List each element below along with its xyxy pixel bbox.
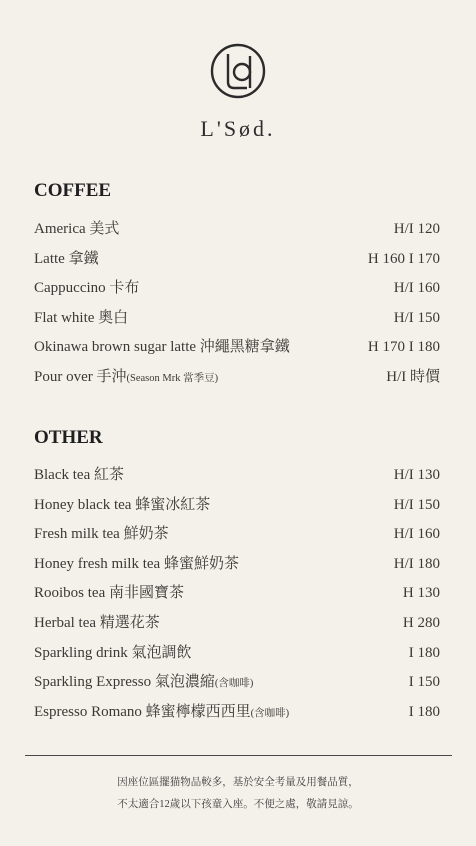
menu-item-row — [34, 611, 440, 641]
menu-item-row — [34, 335, 440, 365]
menu-item-name: Espresso Romano 蜂蜜檸檬西西里(含咖啡) — [34, 703, 290, 720]
brand-name: L'Sød. — [200, 116, 276, 141]
menu-item-row — [34, 217, 440, 247]
notice-line: 不太適合12歲以下孩童入座。不便之處，敬請見諒。 — [117, 799, 359, 810]
coffee-menu-list — [34, 217, 440, 395]
other-menu-list — [34, 463, 440, 729]
menu-item-name: Sparkling drink 氣泡調飲 — [34, 644, 192, 661]
menu-item-row — [34, 493, 440, 523]
menu-item-price: H/I 160 — [393, 526, 440, 543]
menu-item-row — [34, 581, 440, 611]
menu-item-name: Black tea 紅茶 — [34, 467, 124, 483]
menu-item-price: I 180 — [408, 703, 440, 720]
section-title-other: OTHER — [34, 427, 103, 448]
menu-item-row — [34, 522, 440, 552]
menu-item-note: (含咖啡) — [250, 707, 290, 719]
menu-item-price: H/I 150 — [393, 309, 440, 326]
menu-item-price: H/I 150 — [393, 496, 440, 513]
menu-item-row — [34, 276, 440, 306]
menu-item-price: I 150 — [408, 674, 440, 691]
menu-item-name: America 美式 — [34, 221, 120, 237]
notice-line: 因座位區擺猫物品較多，基於安全考量及用餐品質， — [117, 777, 359, 788]
menu-item-name: Okinawa brown sugar latte 沖繩黑糖拿鐵 — [34, 339, 290, 356]
menu-item-price: H 160 I 170 — [367, 250, 440, 267]
section-title-coffee: COFFEE — [34, 180, 112, 201]
menu-item-price: H/I 130 — [393, 467, 440, 483]
seating-notice — [0, 772, 476, 816]
menu-item-row — [34, 641, 440, 671]
menu-item-price: H/I 160 — [393, 280, 440, 297]
menu-item-price: H 170 I 180 — [367, 339, 440, 356]
brand-logo-icon — [209, 42, 267, 100]
menu-item-price: I 180 — [408, 644, 440, 661]
menu-item-row — [34, 365, 440, 395]
menu-item-row — [34, 700, 440, 730]
menu-item-name: Sparkling Expresso 氣泡濃縮(含咖啡) — [34, 674, 254, 691]
menu-item-name: Fresh milk tea 鮮奶茶 — [34, 526, 169, 543]
menu-item-name: Herbal tea 精選花茶 — [34, 614, 160, 631]
menu-item-price: H 130 — [402, 585, 440, 602]
menu-item-row — [34, 670, 440, 700]
menu-item-name: Pour over 手沖(Season Mrk 當季豆) — [34, 368, 219, 385]
menu-item-name: Honey black tea 蜂蜜冰紅茶 — [34, 496, 211, 513]
menu-item-note: (含咖啡) — [214, 678, 254, 690]
menu-item-name: Flat white 奧白 — [34, 309, 129, 326]
menu-item-note: (Season Mrk 當季豆) — [126, 372, 219, 384]
footer-divider — [25, 755, 452, 756]
menu-item-name: Rooibos tea 南非國寶茶 — [34, 585, 184, 602]
menu-item-price: H/I 時價 — [386, 368, 440, 385]
menu-item-name: Honey fresh milk tea 蜂蜜鮮奶茶 — [34, 555, 239, 572]
menu-item-row — [34, 247, 440, 277]
menu-item-price: H/I 180 — [393, 555, 440, 572]
menu-item-price: H/I 120 — [393, 221, 440, 237]
menu-item-price: H 280 — [402, 614, 440, 631]
menu-item-row — [34, 463, 440, 493]
menu-item-name: Cappuccino 卡布 — [34, 280, 140, 297]
menu-item-row — [34, 306, 440, 336]
menu-item-row — [34, 552, 440, 582]
menu-item-name: Latte 拿鐵 — [34, 250, 99, 267]
